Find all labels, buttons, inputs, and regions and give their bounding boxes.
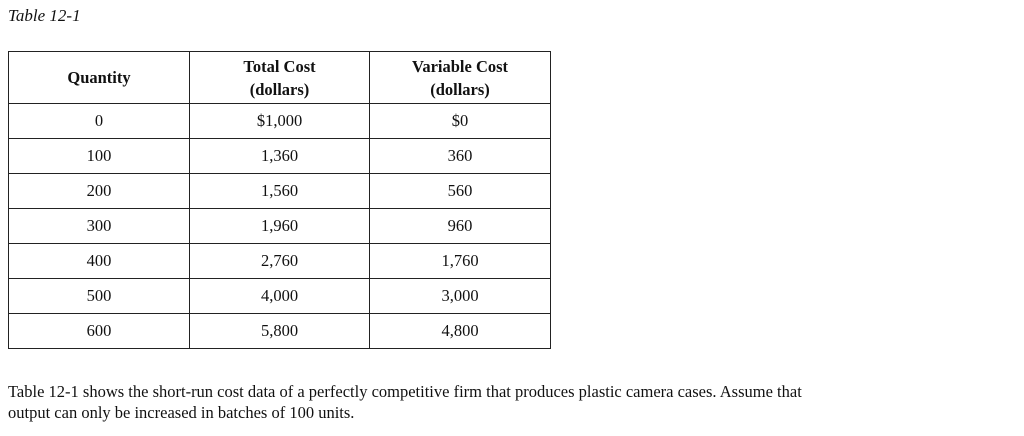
quantity-cell: 100 — [9, 139, 190, 174]
table-row — [9, 104, 551, 139]
total-cost-cell: 1,360 — [190, 139, 370, 174]
header-total-cost — [190, 52, 370, 104]
table-row — [9, 174, 551, 209]
table-row — [9, 209, 551, 244]
table-row — [9, 244, 551, 279]
quantity-cell: 300 — [9, 209, 190, 244]
header-total-cost-label: Total Cost — [243, 56, 316, 76]
total-cost-cell: 4,000 — [190, 279, 370, 314]
header-variable-cost — [370, 52, 551, 104]
cost-table — [8, 51, 551, 349]
total-cost-cell: 1,960 — [190, 209, 370, 244]
header-quantity — [9, 52, 190, 104]
variable-cost-cell: 4,800 — [370, 314, 551, 349]
variable-cost-cell: $0 — [370, 104, 551, 139]
variable-cost-cell: 3,000 — [370, 279, 551, 314]
header-variable-cost-label: Variable Cost — [411, 56, 509, 76]
header-total-cost-unit: (dollars) — [249, 79, 310, 99]
header-row — [9, 52, 551, 104]
variable-cost-cell: 560 — [370, 174, 551, 209]
quantity-cell: 200 — [9, 174, 190, 209]
quantity-cell: 400 — [9, 244, 190, 279]
description-line-2: output can only be increased in batches of 100 units. — [8, 403, 355, 422]
quantity-cell: 0 — [9, 104, 190, 139]
table-caption: Table 12-1 — [8, 6, 81, 25]
table-row — [9, 314, 551, 349]
variable-cost-cell: 960 — [370, 209, 551, 244]
table-row — [9, 139, 551, 174]
total-cost-cell: 5,800 — [190, 314, 370, 349]
total-cost-cell: 2,760 — [190, 244, 370, 279]
table-row — [9, 279, 551, 314]
quantity-cell: 600 — [9, 314, 190, 349]
total-cost-cell: $1,000 — [190, 104, 370, 139]
table-description — [8, 381, 1018, 423]
header-quantity-label: Quantity — [67, 67, 131, 87]
quantity-cell: 500 — [9, 279, 190, 314]
header-variable-cost-unit: (dollars) — [430, 79, 490, 99]
description-line-1: Table 12-1 shows the short-run cost data of a perfectly competitive firm that produces plastic camera cases. Assume that — [8, 382, 802, 401]
total-cost-cell: 1,560 — [190, 174, 370, 209]
variable-cost-cell: 360 — [370, 139, 551, 174]
variable-cost-cell: 1,760 — [370, 244, 551, 279]
